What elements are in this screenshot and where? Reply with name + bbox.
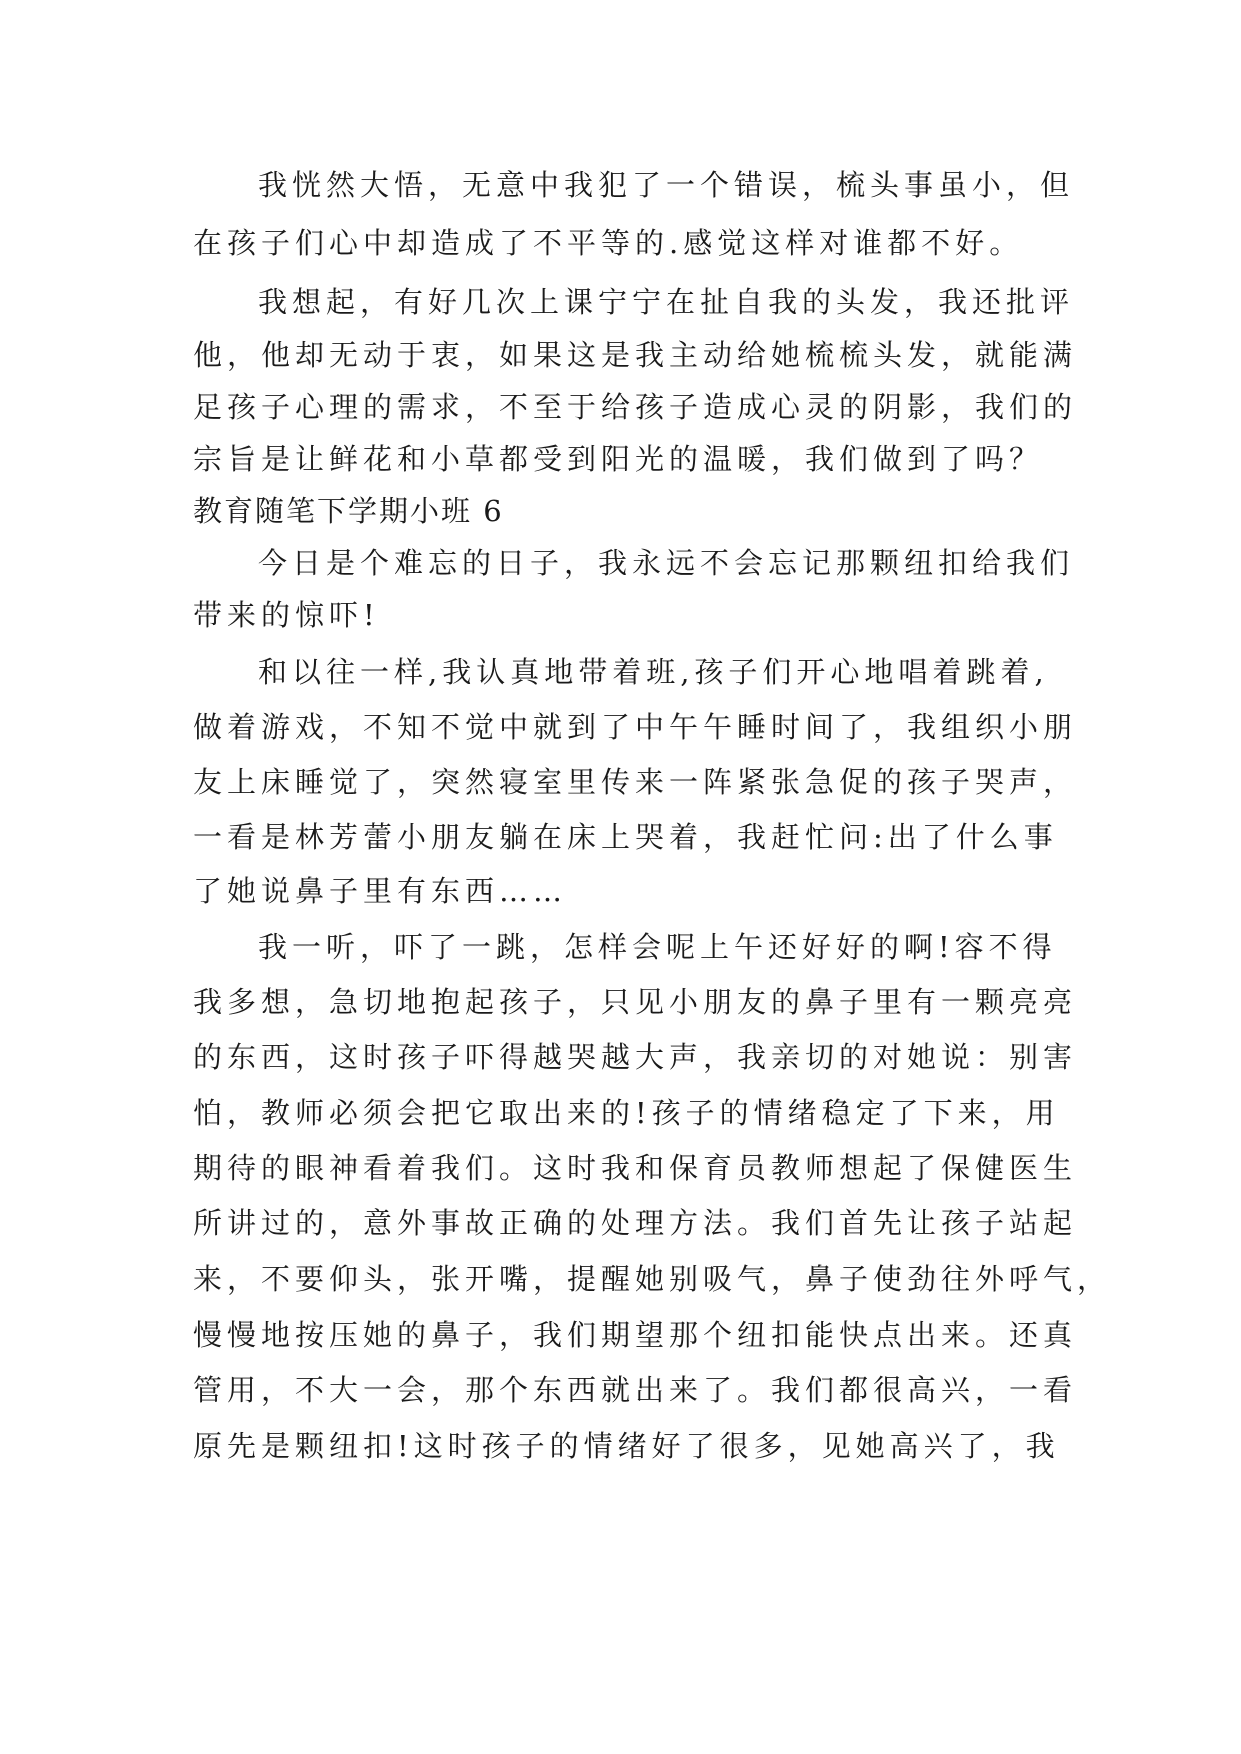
paragraph-line: 期待的眼神看着我们。这时我和保育员教师想起了保健医生 [193,1151,1078,1185]
section-heading: 教育随笔下学期小班 6 [193,494,504,528]
paragraph-line: 一看是林芳蕾小朋友躺在床上哭着，我赶忙问:出了什么事 [193,820,1058,854]
paragraph-line: 带来的惊吓! [193,598,380,632]
paragraph-line: 宗旨是让鲜花和小草都受到阳光的温暖，我们做到了吗？ [193,442,1044,476]
paragraph-line: 足孩子心理的需求，不至于给孩子造成心灵的阴影，我们的 [193,390,1078,424]
paragraph-line: 的东西，这时孩子吓得越哭越大声，我亲切的对她说：别害 [193,1040,1078,1074]
paragraph-line: 我多想，急切地抱起孩子，只见小朋友的鼻子里有一颗亮亮 [193,985,1078,1019]
paragraph-line: 慢慢地按压她的鼻子，我们期望那个纽扣能快点出来。还真 [193,1318,1078,1352]
paragraph-line: 原先是颗纽扣!这时孩子的情绪好了很多，见她高兴了，我 [193,1429,1060,1463]
paragraph-line: 来，不要仰头，张开嘴，提醒她别吸气，鼻子使劲往外呼气， [193,1262,1112,1296]
paragraph-line: 了她说鼻子里有东西…… [193,874,568,908]
paragraph-line: 今日是个难忘的日子，我永远不会忘记那颗纽扣给我们 [258,546,1075,580]
paragraph-line: 我恍然大悟，无意中我犯了一个错误，梳头事虽小，但 [258,168,1075,202]
paragraph-line: 我想起，有好几次上课宁宁在扯自我的头发，我还批评 [258,285,1075,319]
paragraph-line: 友上床睡觉了，突然寝室里传来一阵紧张急促的孩子哭声， [193,765,1078,799]
paragraph-line: 怕，教师必须会把它取出来的!孩子的情绪稳定了下来，用 [193,1096,1060,1130]
paragraph-line: 所讲过的，意外事故正确的处理方法。我们首先让孩子站起 [193,1206,1078,1240]
paragraph-line: 他，他却无动于衷，如果这是我主动给她梳梳头发，就能满 [193,338,1078,372]
paragraph-line: 和以往一样,我认真地带着班,孩子们开心地唱着跳着, [258,655,1049,689]
paragraph-line: 做着游戏，不知不觉中就到了中午午睡时间了，我组织小朋 [193,710,1078,744]
paragraph-line: 在孩子们心中却造成了不平等的.感觉这样对谁都不好。 [193,226,1024,260]
paragraph-line: 我一听，吓了一跳，怎样会呢上午还好好的啊!容不得 [258,930,1057,964]
paragraph-line: 管用，不大一会，那个东西就出来了。我们都很高兴，一看 [193,1373,1078,1407]
